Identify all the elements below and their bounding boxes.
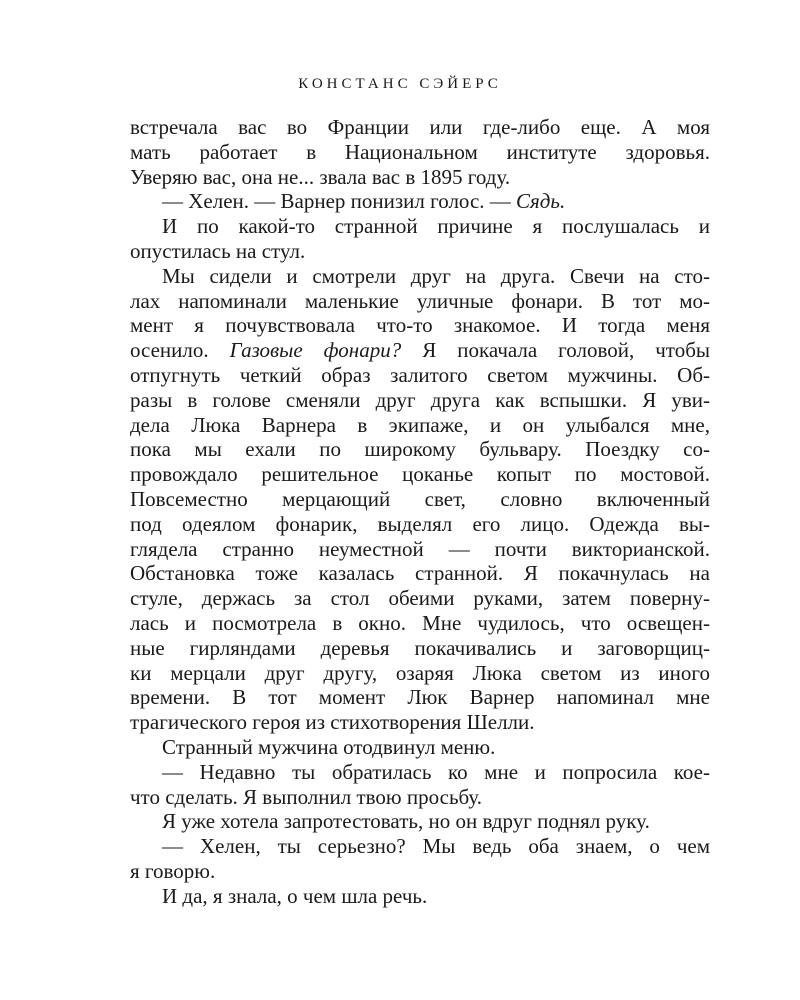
text-line (130, 785, 710, 810)
text-line (130, 537, 710, 562)
text-segment: И да, я знала, о чем шла речь. (162, 883, 428, 908)
text-line (130, 115, 710, 140)
italic-segment: Газовые фонари? (208, 338, 402, 363)
text-line (130, 561, 710, 586)
text-segment: трагического героя из стихотворения Шелли. (130, 710, 535, 735)
text-line (130, 189, 710, 214)
text-line (130, 586, 710, 611)
text-segment: Странный мужчина отодвинул меню. (162, 734, 496, 759)
text-segment: — Недавно ты обратилась ко мне и попросила кое- (162, 759, 710, 784)
text-segment: пока мы ехали по широкому бульвару. Поездку со- (130, 437, 710, 462)
text-segment: Повсеместно мерцающий свет, словно включенный (130, 486, 710, 511)
text-line (130, 140, 710, 165)
text-segment: провождало решительное цоканье копыт по мостовой. (130, 462, 710, 487)
text-segment: мент я почувствовала что-то знакомое. И тогда меня (130, 313, 710, 338)
text-line (130, 760, 710, 785)
text-line (130, 661, 710, 686)
text-line (130, 462, 710, 487)
text-segment: Уверяю вас, она не... звала вас в 1895 году. (130, 164, 511, 189)
text-segment: что сделать. Я выполнил твою просьбу. (130, 784, 483, 809)
body-text (130, 115, 710, 909)
running-head: КОНСТАНС СЭЙЕРС (298, 76, 502, 92)
text-line (130, 437, 710, 462)
text-line (130, 834, 710, 859)
text-line (130, 859, 710, 884)
text-segment: времени. В тот момент Люк Варнер напоминал мне (130, 685, 710, 710)
text-line (130, 685, 710, 710)
text-segment: глядела странно неуместной — почти викторианской. (130, 536, 710, 561)
text-line (130, 809, 710, 834)
text-segment: стуле, держась за стол обеими руками, затем поверну- (130, 586, 710, 611)
text-segment: лась и посмотрела в окно. Мне чудилось, что освещен- (130, 610, 710, 635)
text-line (130, 338, 710, 363)
text-segment: встречала вас во Франции или где-либо еще. А моя (130, 115, 710, 139)
text-segment: я говорю. (130, 858, 216, 883)
text-segment: Обстановка тоже казалась странной. Я покачнулась на (130, 561, 710, 586)
italic-segment: Сядь. (510, 189, 566, 214)
text-segment: мать работает в Национальном институте здоровья. (130, 139, 710, 164)
text-line (130, 165, 710, 190)
text-line (130, 735, 710, 760)
text-line (130, 413, 710, 438)
text-segment: разы в голове сменяли друг друга как вспышки. Я уви- (130, 387, 710, 412)
text-line (130, 214, 710, 239)
text-line (130, 313, 710, 338)
text-line (130, 636, 710, 661)
text-segment: ные гирляндами деревья покачивались и заговорщиц- (130, 635, 710, 660)
text-segment: ки мерцали друг другу, озаряя Люка светом из иного (130, 660, 710, 685)
text-line (130, 487, 710, 512)
text-line (130, 239, 710, 264)
text-line (130, 264, 710, 289)
text-segment: отпугнуть четкий образ залитого светом мужчины. Об- (130, 362, 710, 387)
text-segment: Мы сидели и смотрели друг на друга. Свечи на сто- (162, 263, 710, 288)
text-line (130, 884, 710, 909)
text-line (130, 611, 710, 636)
text-segment: Я покачала головой, чтобы (401, 338, 710, 363)
text-segment: дела Люка Варнера в экипаже, и он улыбался мне, (130, 412, 710, 437)
text-line (130, 388, 710, 413)
text-segment: лах напоминали маленькие уличные фонари. В тот мо- (130, 288, 710, 313)
text-segment: — Хелен, ты серьезно? Мы ведь оба знаем, о чем (162, 834, 710, 859)
text-line (130, 289, 710, 314)
text-segment: Я уже хотела запротестовать, но он вдруг поднял руку. (162, 809, 650, 834)
text-line (130, 512, 710, 537)
text-segment: И по какой-то странной причине я послушалась и (162, 214, 710, 239)
text-segment: осенило. (130, 338, 209, 363)
text-line (130, 710, 710, 735)
text-segment: — Хелен. — Варнер понизил голос. — (162, 189, 511, 214)
text-line (130, 363, 710, 388)
text-segment: под одеялом фонарик, выделял его лицо. Одежда вы- (130, 511, 710, 536)
text-segment: опустилась на стул. (130, 238, 306, 263)
